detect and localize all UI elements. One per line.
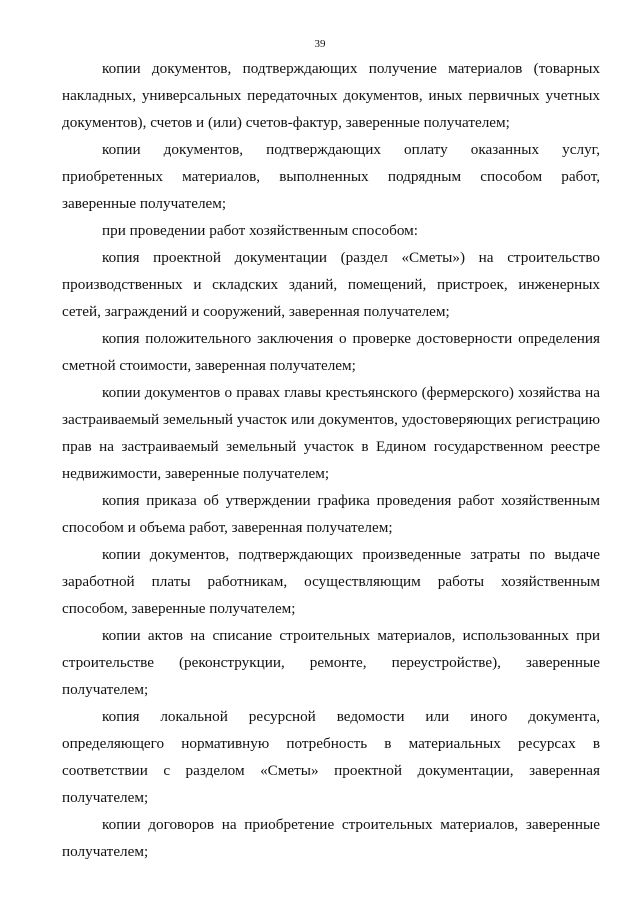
paragraph-6: копии документов о правах главы крестьянского (фермерского) хозяйства на застраиваемый земельный участок или документов, удостоверяющих регистрацию прав на застраиваемый земельный участок в Едином государственном реестре недвижимости, заверенные получателем;: [62, 384, 600, 482]
paragraph-10: копия локальной ресурсной ведомости или иного документа, определяющего нормативную потребность в материальных ресурсах в соответствии с разделом «Сметы» проектной документации, заверенная получателем;: [62, 708, 600, 806]
paragraph-11: копии договоров на приобретение строительных материалов, заверенные получателем;: [62, 816, 600, 860]
paragraph-4: копия проектной документации (раздел «Сметы») на строительство производственных и складских зданий, помещений, пристроек, инженерных сетей, заграждений и сооружений, заверенная получателем;: [62, 249, 600, 320]
paragraph-2: копии документов, подтверждающих оплату оказанных услуг, приобретенных материалов, выполненных подрядным способом работ, заверенные получателем;: [62, 141, 600, 212]
document-body: [62, 55, 600, 865]
paragraph-7: копия приказа об утверждении графика проведения работ хозяйственным способом и объема работ, заверенная получателем;: [62, 492, 600, 536]
paragraph-9: копии актов на списание строительных материалов, использованных при строительстве (реконструкции, ремонте, переустройстве), заверенные получателем;: [62, 627, 600, 698]
paragraph-8: копии документов, подтверждающих произведенные затраты по выдаче заработной платы работникам, осуществляющим работы хозяйственным способом, заверенные получателем;: [62, 546, 600, 617]
page-number: 39: [314, 38, 326, 50]
paragraph-3: при проведении работ хозяйственным способом:: [102, 222, 418, 239]
paragraph-1: копии документов, подтверждающих получение материалов (товарных накладных, универсальных передаточных документов, иных первичных учетных документов), счетов и (или) счетов-фактур, заверенные получателем;: [62, 60, 600, 131]
paragraph-5: копия положительного заключения о проверке достоверности определения сметной стоимости, заверенная получателем;: [62, 330, 600, 374]
